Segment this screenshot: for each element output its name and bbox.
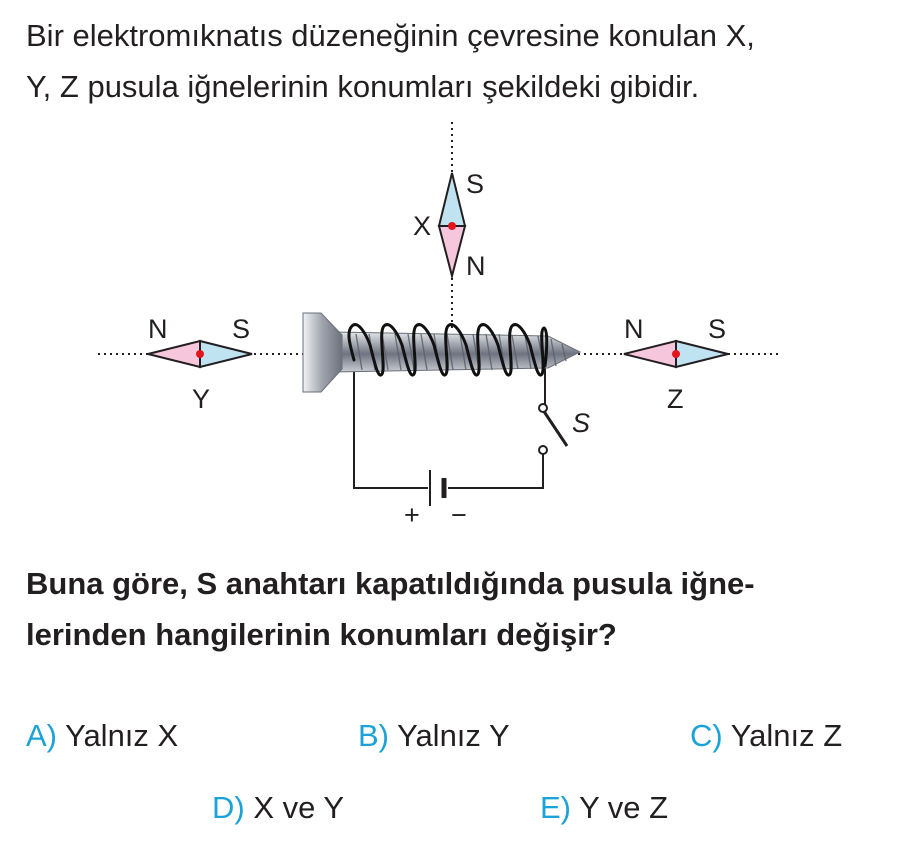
compass-x-pole-top: S [466, 169, 485, 199]
compass-z-label: Z [667, 384, 684, 414]
compass-y-pole-left: N [148, 314, 168, 344]
compass-x [413, 169, 486, 281]
option-c-text: Yalnız Z [730, 718, 843, 753]
option-d-text: X ve Y [253, 790, 345, 825]
option-b[interactable] [358, 718, 510, 754]
compass-z-pole-right: S [708, 314, 727, 344]
compass-y-pole-right: S [232, 314, 251, 344]
battery-plus-label: + [404, 500, 420, 530]
dotted-guide-lines [98, 122, 780, 354]
compass-x-label: X [413, 211, 432, 241]
option-e-letter: E) [540, 790, 571, 825]
option-a-text: Yalnız X [65, 718, 179, 753]
prompt-line-1: Buna göre, S anahtarı kapatıldığında pusula iğne- [26, 566, 755, 601]
switch-label: S [572, 408, 591, 438]
battery-minus-label: − [451, 500, 467, 530]
option-c-letter: C) [690, 718, 723, 753]
question-stem [26, 10, 906, 112]
option-c[interactable] [690, 718, 842, 754]
prompt-line-2: lerinden hangilerinin konumları değişir? [26, 617, 617, 652]
option-a[interactable] [26, 718, 178, 754]
battery [404, 470, 467, 530]
option-b-letter: B) [358, 718, 389, 753]
option-e-text: Y ve Z [579, 790, 669, 825]
stem-line-1: Bir elektromıknatıs düzeneğinin çevresine konulan X, [26, 18, 755, 53]
compass-x-pole-bottom: N [466, 251, 486, 281]
compass-z [624, 314, 728, 414]
option-b-text: Yalnız Y [397, 718, 510, 753]
compass-y-label: Y [192, 384, 211, 414]
option-a-letter: A) [26, 718, 57, 753]
stem-line-2: Y, Z pusula iğnelerinin konumları şekildeki gibidir. [26, 69, 700, 104]
option-d-letter: D) [212, 790, 245, 825]
electromagnet-diagram [0, 115, 920, 535]
option-e[interactable] [540, 790, 668, 826]
question-prompt [26, 558, 906, 660]
screw-core [303, 313, 580, 392]
circuit-wires [354, 360, 545, 488]
switch [539, 404, 590, 454]
option-d[interactable] [212, 790, 344, 826]
compass-z-pole-left: N [624, 314, 644, 344]
compass-y [148, 314, 252, 414]
